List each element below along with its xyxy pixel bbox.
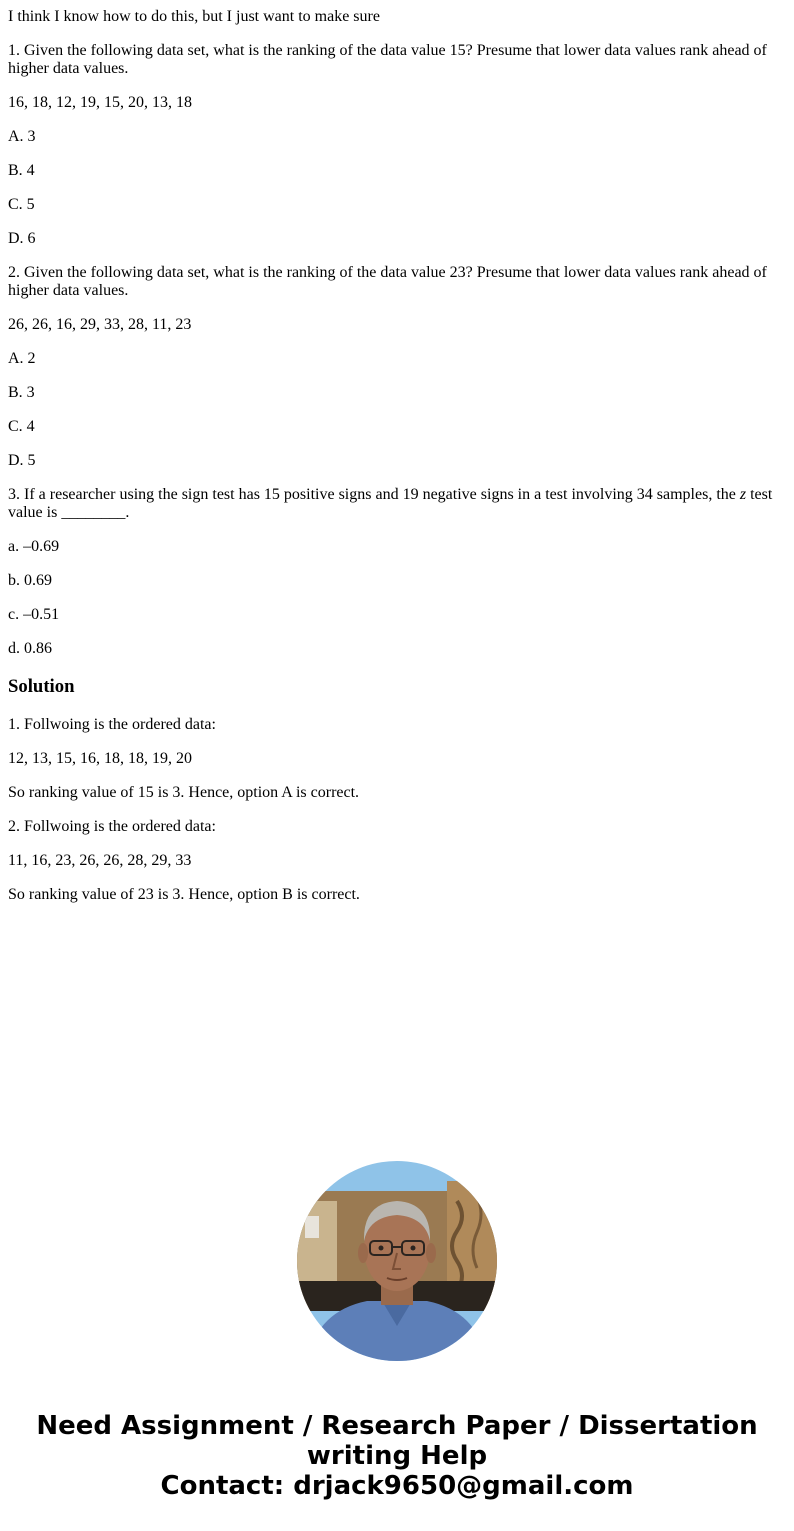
question-2-prompt: 2. Given the following data set, what is the ranking of the data value 23? Presume that lower data values rank ahead of higher data values. [8, 264, 767, 299]
question-1-option-b: B. 4 [8, 162, 35, 179]
question-1-data: 16, 18, 12, 19, 15, 20, 13, 18 [8, 94, 192, 111]
question-1-option-d: D. 6 [8, 230, 36, 247]
question-3-option-c: c. –0.51 [8, 606, 60, 623]
avatar [297, 1161, 497, 1361]
question-2-option-b: B. 3 [8, 384, 35, 401]
solution-heading: Solution [8, 676, 75, 697]
question-2-option-d: D. 5 [8, 452, 36, 469]
question-3-prompt [8, 486, 786, 522]
question-3-prompt-end: test value is ________. [8, 486, 773, 521]
solution-line: 11, 16, 23, 26, 26, 28, 29, 33 [8, 852, 192, 869]
solution-line: 12, 13, 15, 16, 18, 18, 19, 20 [8, 750, 192, 767]
question-2-option-c: C. 4 [8, 418, 35, 435]
question-3-option-b: b. 0.69 [8, 572, 52, 589]
footer-contact-email: Contact: drjack9650@gmail.com [160, 1471, 634, 1501]
solution-line: So ranking value of 23 is 3. Hence, option B is correct. [8, 886, 360, 903]
footer-contact-banner [0, 1411, 794, 1501]
solution-line: 1. Follwoing is the ordered data: [8, 716, 216, 733]
avatar-portrait [297, 1161, 497, 1361]
question-1-option-c: C. 5 [8, 196, 35, 213]
question-3-z-variable: z [739, 486, 747, 503]
intro-text: I think I know how to do this, but I just want to make sure [8, 8, 380, 25]
question-2-data: 26, 26, 16, 29, 33, 28, 11, 23 [8, 316, 192, 333]
solution-line: So ranking value of 15 is 3. Hence, option A is correct. [8, 784, 360, 801]
footer-line-1: Need Assignment / Research Paper / Dissertation [36, 1411, 758, 1441]
question-1-prompt: 1. Given the following data set, what is the ranking of the data value 15? Presume that lower data values rank ahead of higher data values. [8, 42, 767, 77]
question-3-prompt-start: 3. If a researcher using the sign test has 15 positive signs and 19 negative signs in a test involving 34 samples, the [8, 486, 740, 503]
footer-line-2: writing Help [306, 1441, 488, 1471]
question-3-option-d: d. 0.86 [8, 640, 52, 657]
document-body [0, 8, 794, 904]
question-3-option-a: a. –0.69 [8, 538, 60, 555]
question-2-option-a: A. 2 [8, 350, 36, 367]
question-1-option-a: A. 3 [8, 128, 36, 145]
solution-line: 2. Follwoing is the ordered data: [8, 818, 216, 835]
